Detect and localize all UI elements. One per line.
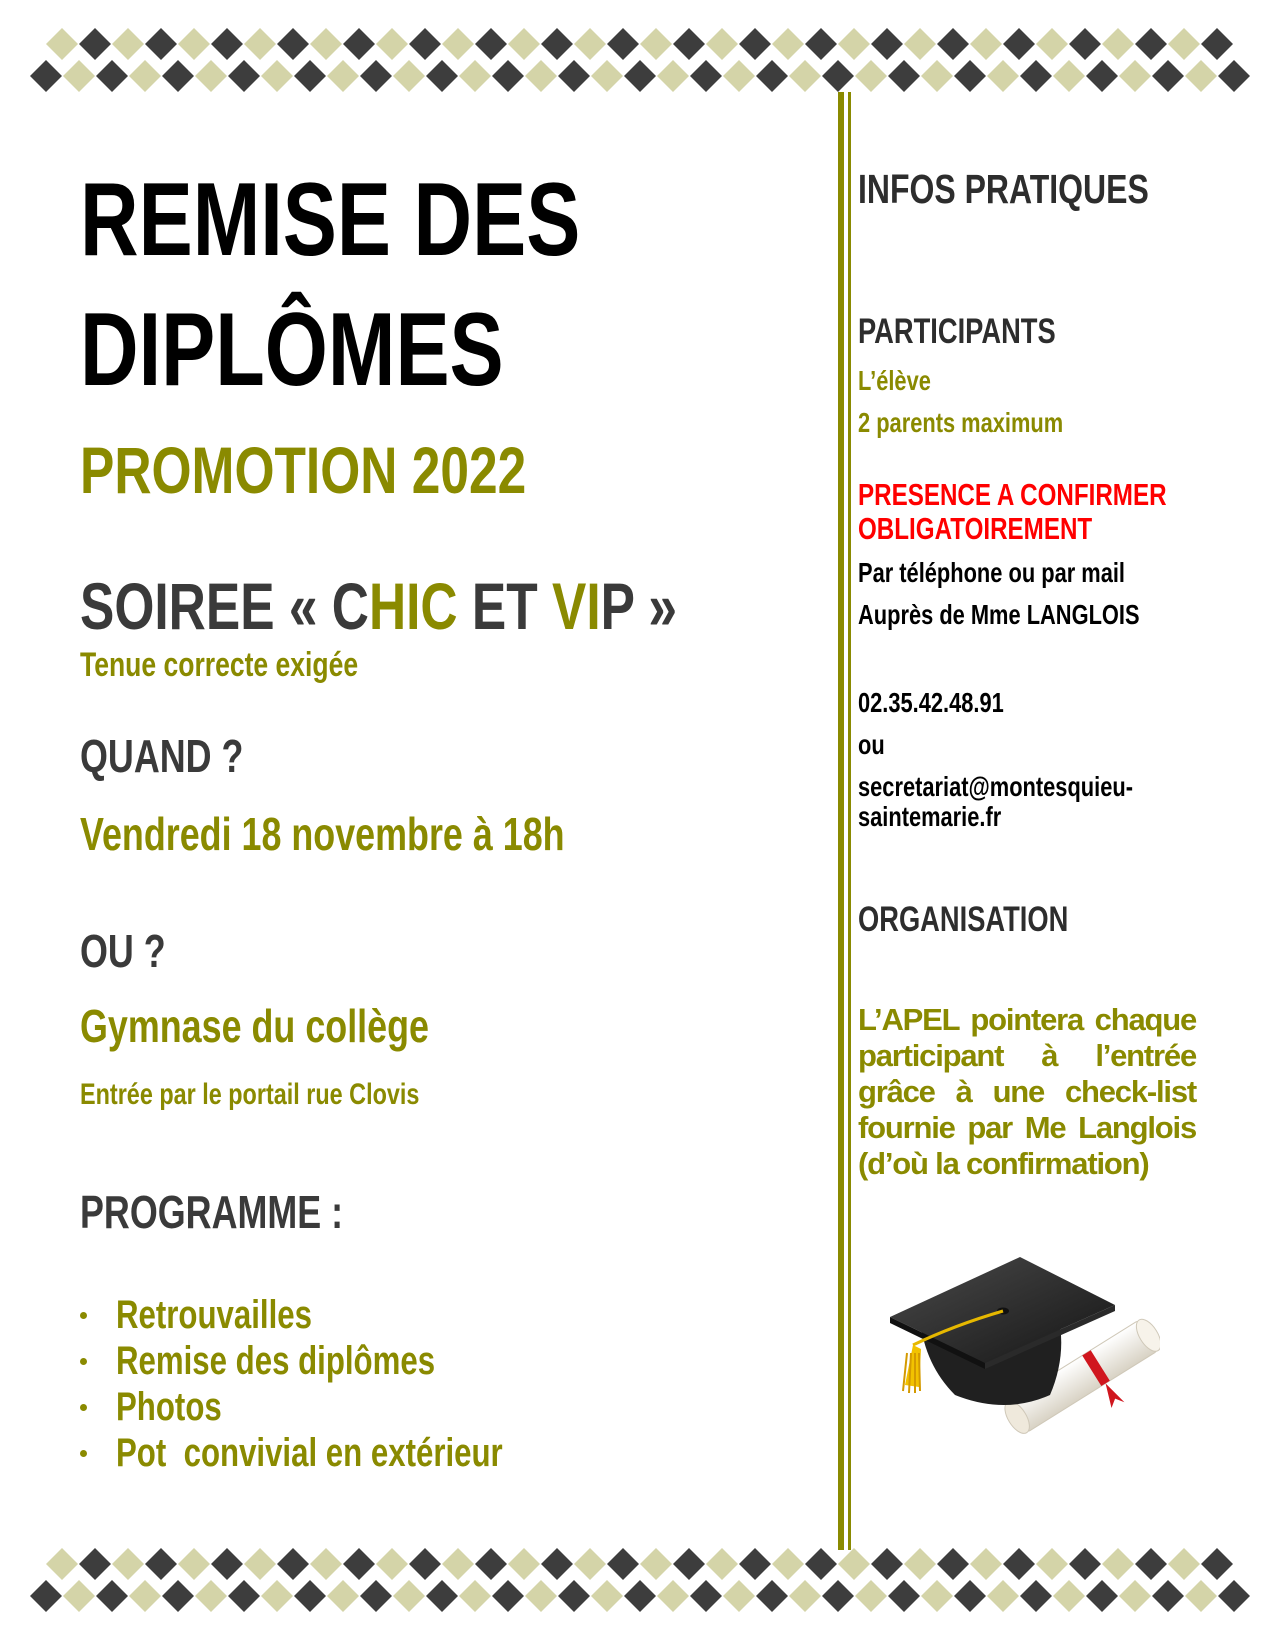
programme-label: PROGRAMME : xyxy=(80,1186,344,1238)
event-title-line1: REMISE DES xyxy=(80,162,581,278)
diamond-shape xyxy=(211,1548,243,1580)
diamond-shape xyxy=(1086,1580,1118,1612)
diamond-shape xyxy=(162,1580,194,1612)
diamond-shape xyxy=(475,28,507,60)
diamond-shape xyxy=(475,1548,507,1580)
diamond-shape xyxy=(79,28,111,60)
where-label: OU ? xyxy=(80,925,166,977)
diamond-shape xyxy=(789,60,821,92)
diamond-shape xyxy=(211,28,243,60)
diamond-shape xyxy=(409,28,441,60)
diamond-shape xyxy=(294,1580,326,1612)
diamond-shape xyxy=(1185,1580,1217,1612)
diamond-shape xyxy=(178,1548,210,1580)
graduation-cap-icon xyxy=(885,1245,1160,1445)
diamond-shape xyxy=(195,60,227,92)
diamond-shape xyxy=(442,1548,474,1580)
diamond-shape xyxy=(162,60,194,92)
diamond-shape xyxy=(970,1548,1002,1580)
promotion-year: PROMOTION 2022 xyxy=(80,433,527,507)
diamond-shape xyxy=(723,60,755,92)
email-line-2: saintemarie.fr xyxy=(858,801,1002,832)
diamond-shape xyxy=(525,1580,557,1612)
diamond-shape xyxy=(1168,1548,1200,1580)
diamond-shape xyxy=(1003,28,1035,60)
diamond-shape xyxy=(393,1580,425,1612)
where-note: Entrée par le portail rue Clovis xyxy=(80,1078,420,1111)
diamond-shape xyxy=(937,1548,969,1580)
soiree-part-5: P » xyxy=(600,569,677,643)
diamond-shape xyxy=(624,1580,656,1612)
diamond-shape xyxy=(838,1548,870,1580)
diamond-shape xyxy=(525,60,557,92)
diamond-shape xyxy=(739,1548,771,1580)
diamond-shape xyxy=(838,28,870,60)
diamond-shape xyxy=(294,60,326,92)
diamond-shape xyxy=(459,1580,491,1612)
participants-heading: PARTICIPANTS xyxy=(858,312,1056,351)
diamond-shape xyxy=(822,60,854,92)
diamond-shape xyxy=(921,1580,953,1612)
bullet-icon xyxy=(80,1358,87,1365)
diamond-shape xyxy=(1020,1580,1052,1612)
diamond-shape xyxy=(1069,1548,1101,1580)
diamond-shape xyxy=(1135,28,1167,60)
diamond-shape xyxy=(607,28,639,60)
diamond-shape xyxy=(624,60,656,92)
diamond-shape xyxy=(756,1580,788,1612)
diamond-shape xyxy=(1020,60,1052,92)
diamond-shape xyxy=(112,1548,144,1580)
diamond-shape xyxy=(508,1548,540,1580)
diamond-shape xyxy=(789,1580,821,1612)
dress-code: Tenue correcte exigée xyxy=(80,646,359,684)
diamond-shape xyxy=(904,28,936,60)
diamond-shape xyxy=(574,28,606,60)
diamond-shape xyxy=(310,1548,342,1580)
diamond-shape xyxy=(343,28,375,60)
diamond-shape xyxy=(1218,60,1250,92)
diamond-shape xyxy=(772,28,804,60)
diamond-shape xyxy=(640,1548,672,1580)
diamond-shape xyxy=(310,28,342,60)
diamond-shape xyxy=(30,60,62,92)
diamond-shape xyxy=(145,1548,177,1580)
diamond-shape xyxy=(376,28,408,60)
diamond-shape xyxy=(112,28,144,60)
bullet-icon xyxy=(80,1312,87,1319)
when-value: Vendredi 18 novembre à 18h xyxy=(80,808,565,860)
diamond-pattern-bottom xyxy=(30,1548,1250,1612)
bottom-diamond-border xyxy=(30,1548,1250,1612)
diamond-shape xyxy=(558,60,590,92)
diamond-shape xyxy=(508,28,540,60)
diamond-shape xyxy=(607,1548,639,1580)
organisation-text: L’APEL pointera chaque participant à l’entrée grâce à une check-list fournie par Me Langlois (d’où la confirmation) xyxy=(858,1002,1196,1181)
diamond-shape xyxy=(541,1548,573,1580)
diamond-shape xyxy=(690,60,722,92)
diamond-shape xyxy=(673,1548,705,1580)
diamond-shape xyxy=(79,1548,111,1580)
diamond-shape xyxy=(393,60,425,92)
diamond-shape xyxy=(640,28,672,60)
diamond-shape xyxy=(805,1548,837,1580)
diamond-shape xyxy=(442,28,474,60)
diamond-shape xyxy=(244,1548,276,1580)
confirm-line-1: PRESENCE A CONFIRMER xyxy=(858,477,1167,512)
diamond-shape xyxy=(1218,1580,1250,1612)
infos-heading: INFOS PRATIQUES xyxy=(858,166,1149,212)
confirm-line-2: OBLIGATOIREMENT xyxy=(858,511,1093,546)
diamond-shape xyxy=(96,1580,128,1612)
diamond-shape xyxy=(888,1580,920,1612)
or-text: ou xyxy=(858,729,885,760)
diamond-shape xyxy=(96,60,128,92)
diamond-shape xyxy=(690,1580,722,1612)
diamond-shape xyxy=(1102,1548,1134,1580)
top-diamond-border xyxy=(30,28,1250,92)
participants-line-2: 2 parents maximum xyxy=(858,407,1064,438)
diamond-shape xyxy=(739,28,771,60)
diamond-shape xyxy=(888,60,920,92)
diamond-shape xyxy=(805,28,837,60)
diamond-shape xyxy=(591,60,623,92)
organisation-heading: ORGANISATION xyxy=(858,900,1069,939)
diamond-shape xyxy=(145,28,177,60)
diamond-shape xyxy=(492,60,524,92)
diamond-shape xyxy=(921,60,953,92)
diamond-shape xyxy=(261,60,293,92)
diamond-shape xyxy=(937,28,969,60)
diamond-shape xyxy=(1119,60,1151,92)
diamond-shape xyxy=(706,1548,738,1580)
diamond-shape xyxy=(1135,1548,1167,1580)
diamond-shape xyxy=(756,60,788,92)
diamond-shape xyxy=(327,1580,359,1612)
diamond-shape xyxy=(657,1580,689,1612)
diamond-shape xyxy=(970,28,1002,60)
event-title-line2: DIPLÔMES xyxy=(80,292,504,408)
soiree-part-1: SOIREE « C xyxy=(80,569,369,643)
diamond-shape xyxy=(261,1580,293,1612)
diamond-shape xyxy=(657,60,689,92)
diamond-shape xyxy=(492,1580,524,1612)
diamond-pattern-top xyxy=(30,28,1250,92)
diamond-shape xyxy=(1119,1580,1151,1612)
diamond-shape xyxy=(706,28,738,60)
diamond-shape xyxy=(871,1548,903,1580)
diamond-shape xyxy=(343,1548,375,1580)
confirm-to: Auprès de Mme LANGLOIS xyxy=(858,599,1140,630)
soiree-theme xyxy=(80,568,845,644)
diamond-shape xyxy=(360,60,392,92)
confirm-how: Par téléphone ou par mail xyxy=(858,557,1126,588)
diamond-shape xyxy=(822,1580,854,1612)
diamond-shape xyxy=(277,1548,309,1580)
diamond-shape xyxy=(1185,60,1217,92)
diamond-shape xyxy=(954,60,986,92)
diamond-shape xyxy=(855,1580,887,1612)
diamond-shape xyxy=(63,1580,95,1612)
column-divider xyxy=(838,92,856,1550)
diamond-shape xyxy=(360,1580,392,1612)
bullet-icon xyxy=(80,1404,87,1411)
diamond-shape xyxy=(30,1580,62,1612)
diamond-shape xyxy=(1201,1548,1233,1580)
diamond-shape xyxy=(277,28,309,60)
diamond-shape xyxy=(1069,28,1101,60)
diamond-shape xyxy=(1053,60,1085,92)
diamond-shape xyxy=(855,60,887,92)
diamond-shape xyxy=(1168,28,1200,60)
diamond-shape xyxy=(426,1580,458,1612)
event-title xyxy=(80,155,721,415)
diamond-shape xyxy=(195,1580,227,1612)
diamond-shape xyxy=(1102,28,1134,60)
diamond-shape xyxy=(1152,1580,1184,1612)
diamond-shape xyxy=(987,1580,1019,1612)
diamond-shape xyxy=(46,28,78,60)
diamond-shape xyxy=(129,1580,161,1612)
diamond-shape xyxy=(228,1580,260,1612)
diamond-shape xyxy=(723,1580,755,1612)
bullet-icon xyxy=(80,1450,87,1457)
diamond-shape xyxy=(1086,60,1118,92)
diamond-shape xyxy=(987,60,1019,92)
diamond-shape xyxy=(459,60,491,92)
diamond-shape xyxy=(954,1580,986,1612)
diamond-shape xyxy=(228,60,260,92)
diamond-shape xyxy=(871,28,903,60)
diamond-shape xyxy=(1053,1580,1085,1612)
soiree-part-4: VI xyxy=(552,569,601,643)
diamond-shape xyxy=(558,1580,590,1612)
diamond-shape xyxy=(673,28,705,60)
phone-number: 02.35.42.48.91 xyxy=(858,687,1004,718)
diamond-shape xyxy=(772,1548,804,1580)
participants-line-1: L’élève xyxy=(858,365,931,396)
soiree-part-3: ET xyxy=(457,569,553,643)
diamond-shape xyxy=(178,28,210,60)
diamond-shape xyxy=(1201,28,1233,60)
diamond-shape xyxy=(46,1548,78,1580)
diamond-shape xyxy=(376,1548,408,1580)
email-line-1: secretariat@montesquieu- xyxy=(858,771,1133,802)
diamond-shape xyxy=(426,60,458,92)
diamond-shape xyxy=(327,60,359,92)
soiree-part-2: HIC xyxy=(368,569,458,643)
diamond-shape xyxy=(409,1548,441,1580)
diamond-shape xyxy=(574,1548,606,1580)
diamond-shape xyxy=(591,1580,623,1612)
diamond-shape xyxy=(63,60,95,92)
where-value: Gymnase du collège xyxy=(80,1000,429,1052)
diamond-shape xyxy=(541,28,573,60)
diamond-shape xyxy=(1036,1548,1068,1580)
diamond-shape xyxy=(129,60,161,92)
diamond-shape xyxy=(244,28,276,60)
diamond-shape xyxy=(1036,28,1068,60)
diamond-shape xyxy=(1152,60,1184,92)
diamond-shape xyxy=(904,1548,936,1580)
diamond-shape xyxy=(1003,1548,1035,1580)
when-label: QUAND ? xyxy=(80,730,244,782)
